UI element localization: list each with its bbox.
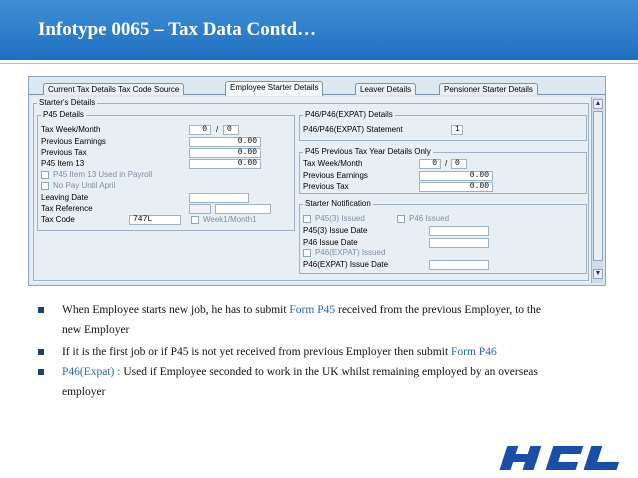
used-in-payroll-checkbox[interactable] [41,171,49,179]
bullet-square-icon [38,349,44,355]
vertical-scrollbar[interactable] [591,97,603,283]
tab-employee-starter-details[interactable]: Employee Starter Details [225,81,323,96]
p45-tax-week-label: Tax Week/Month [41,125,101,134]
scroll-down-icon[interactable]: ▼ [594,270,602,277]
tax-code-label: Tax Code [41,215,75,224]
banner-divider-thin [0,63,638,64]
p46-issue-date-input[interactable] [429,238,489,248]
p46-expat-issue-date-label: P46(EXPAT) Issue Date [303,260,389,269]
bullet-text-part: If it is the first job or if P45 is not yet received from previous Employer then submit [62,346,452,358]
p46-expat-highlight: P46(Expat) [62,366,115,378]
no-pay-until-april-label: No Pay Until April [53,181,116,190]
prev-tax-year-title: P45 Previous Tax Year Details Only [305,147,431,156]
p46-issued-checkbox[interactable] [397,215,405,223]
p45-3-issue-date-label: P45(3) Issue Date [303,226,368,235]
starter-details-pane [31,97,591,283]
p45-tax-week-input[interactable]: 0 [189,125,211,135]
prev-year-previous-tax-input[interactable]: 0.00 [419,182,493,192]
p45-tax-month-input[interactable]: 0 [223,125,239,135]
prev-year-tax-week-input[interactable]: 0 [419,159,441,169]
p45-tax-week-separator: / [216,125,219,134]
p46-statement-input[interactable]: 1 [451,125,463,135]
p45-previous-earnings-label: Previous Earnings [41,137,106,146]
bullet-text [62,300,592,340]
bullet-text-line2: employer [62,386,106,398]
tax-reference-label: Tax Reference [41,204,93,213]
bullet-text-part: received from the previous Employer, to the [335,304,541,316]
p45-previous-tax-label: Previous Tax [41,148,87,157]
bullet-text [62,342,592,362]
bullet-text-line2: new Employer [62,324,130,336]
p45-details-title: P45 Details [43,110,84,119]
p45-previous-tax-input[interactable]: 0.00 [189,148,261,158]
bullet-square-icon [38,307,44,313]
starters-details-title: Starter's Details [39,98,96,107]
p45-item13-label: P45 Item 13 [41,159,85,168]
p45-previous-earnings-input[interactable]: 0.00 [189,137,261,147]
bullet-text-part: : [114,366,124,378]
tab-current-tax-details[interactable]: Current Tax Details Tax Code Source [43,83,184,95]
week1-month1-label: Week1/Month1 [203,215,257,224]
bullet-text [62,362,592,402]
used-in-payroll-label: P45 Item 13 Used in Payroll [53,170,153,179]
sap-infotype-screen [28,76,606,286]
tax-code-input[interactable]: 747L [129,215,181,225]
title-banner [0,0,638,60]
scroll-thumb[interactable] [593,111,603,261]
p45-3-issued-label: P45(3) Issued [315,214,365,223]
tab-leaver-details[interactable]: Leaver Details [355,83,416,95]
p45-item13-input[interactable]: 0.00 [189,159,261,169]
leaving-date-label: Leaving Date [41,193,89,202]
prev-year-previous-earnings-label: Previous Earnings [303,171,368,180]
p46-issue-date-label: P46 Issue Date [303,238,358,247]
prev-year-previous-earnings-input[interactable]: 0.00 [419,171,493,181]
p46-statement-label: P46/P46(EXPAT) Statement [303,125,403,134]
bullet-text-part: Used if Employee seconded to work in the UK whilst remaining employed by an overseas [123,366,538,378]
p46-details-title: P46/P46(EXPAT) Details [305,110,393,119]
tab-pensioner-starter-details[interactable]: Pensioner Starter Details [439,83,538,95]
hcl-logo [498,444,626,472]
tax-reference-input[interactable] [215,204,271,214]
p46-expat-issue-date-input[interactable] [429,260,489,270]
slide-title: Infotype 0065 – Tax Data Contd… [38,19,317,40]
prev-year-previous-tax-label: Previous Tax [303,182,349,191]
leaving-date-input[interactable] [189,193,249,203]
week1-month1-checkbox[interactable] [191,216,199,224]
bullet-square-icon [38,369,44,375]
scroll-up-icon[interactable]: ▲ [594,100,602,107]
p46-expat-issued-checkbox[interactable] [303,249,311,257]
p46-issued-label: P46 Issued [409,214,450,223]
bullet-text-part: When Employee starts new job, he has to submit [62,304,290,316]
p45-3-issue-date-input[interactable] [429,226,489,236]
tab-strip [29,81,605,95]
starter-notification-title: Starter Notification [305,199,371,208]
p46-expat-issued-label: P46(EXPAT) Issued [315,248,386,257]
tax-reference-prefix-input[interactable] [189,204,211,214]
prev-year-tax-week-label: Tax Week/Month [303,159,363,168]
p45-3-issued-checkbox[interactable] [303,215,311,223]
form-p46-highlight: Form P46 [451,346,497,358]
form-p45-highlight: Form P45 [289,304,336,316]
prev-year-tax-month-input[interactable]: 0 [451,159,467,169]
no-pay-until-april-checkbox[interactable] [41,182,49,190]
prev-year-tax-week-separator: / [445,159,448,168]
